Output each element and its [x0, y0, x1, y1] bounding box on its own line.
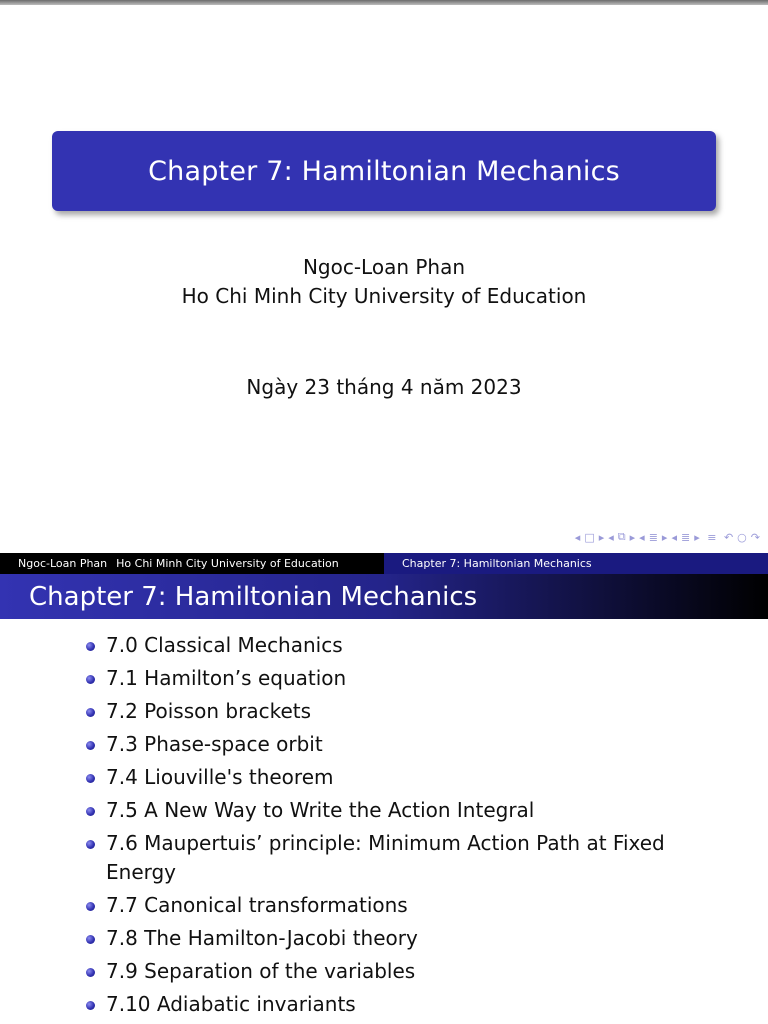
nav-search-icon[interactable]: ○: [737, 530, 747, 544]
bullet-icon: [86, 1001, 95, 1010]
bullet-icon: [86, 935, 95, 944]
list-item: 7.4 Liouville's theorem: [0, 763, 768, 792]
bullet-icon: [86, 741, 95, 750]
nav-subsection-icon[interactable]: ⧉: [617, 530, 626, 543]
list-item: 7.1 Hamilton’s equation: [0, 664, 768, 693]
list-item: 7.10 Adiabatic invariants: [0, 990, 768, 1019]
navigation-bar: [575, 530, 760, 544]
headline-institution: Ho Chi Minh City University of Education: [116, 557, 339, 570]
list-item: 7.2 Poisson brackets: [0, 697, 768, 726]
list-item: 7.8 The Hamilton-Jacobi theory: [0, 924, 768, 953]
author-name: Ngoc-Loan Phan: [302, 255, 466, 279]
nav-equiv-icon[interactable]: ≣: [680, 530, 691, 544]
nav-find-icon[interactable]: ↷: [750, 530, 760, 544]
headline-right: [384, 553, 768, 574]
frame-title-bar: [0, 574, 768, 619]
toc-list: [0, 631, 768, 1023]
bullet-icon: [86, 902, 95, 911]
headline-left: [0, 553, 384, 574]
list-item: 7.0 Classical Mechanics: [0, 631, 768, 660]
institution: Ho Chi Minh City University of Education: [181, 284, 587, 308]
nav-next-icon[interactable]: ▸: [694, 530, 700, 544]
headline-title: Chapter 7: Hamiltonian Mechanics: [402, 557, 592, 570]
author-block: [0, 253, 768, 311]
headline-bar: [0, 553, 768, 574]
nav-undo-icon[interactable]: ↶: [720, 530, 734, 544]
bullet-icon: [86, 675, 95, 684]
date: Ngày 23 tháng 4 năm 2023: [246, 375, 522, 399]
nav-frame-icon[interactable]: □: [584, 530, 595, 544]
title-box: [52, 131, 716, 211]
bullet-icon: [86, 774, 95, 783]
nav-prev-icon[interactable]: ◂: [639, 530, 645, 544]
title-slide: [0, 5, 768, 553]
nav-section-icon[interactable]: ≣: [648, 530, 658, 544]
slide-title: Chapter 7: Hamiltonian Mechanics: [148, 155, 620, 187]
headline-author: Ngoc-Loan Phan: [18, 557, 108, 570]
nav-prev-icon[interactable]: ◂: [574, 530, 581, 544]
nav-align-icon[interactable]: ≡: [703, 530, 717, 544]
nav-next-icon[interactable]: ▸: [629, 530, 636, 544]
content-slide: [0, 553, 768, 1024]
list-item: 7.5 A New Way to Write the Action Integral: [0, 796, 768, 825]
nav-next-icon[interactable]: ▸: [661, 530, 668, 544]
bullet-icon: [86, 968, 95, 977]
bullet-icon: [86, 840, 95, 849]
nav-next-icon[interactable]: ▸: [598, 530, 605, 544]
frame-title: Chapter 7: Hamiltonian Mechanics: [29, 581, 478, 612]
nav-prev-icon[interactable]: ◂: [608, 530, 614, 544]
list-item: 7.3 Phase-space orbit: [0, 730, 768, 759]
bullet-icon: [86, 708, 95, 717]
list-item: 7.6 Maupertuis’ principle: Minimum Action Path at Fixed Energy: [0, 829, 768, 887]
bullet-icon: [86, 642, 95, 651]
list-item: 7.9 Separation of the variables: [0, 957, 768, 986]
nav-prev-icon[interactable]: ◂: [671, 530, 677, 544]
bullet-icon: [86, 807, 95, 816]
list-item: 7.7 Canonical transformations: [0, 891, 768, 920]
